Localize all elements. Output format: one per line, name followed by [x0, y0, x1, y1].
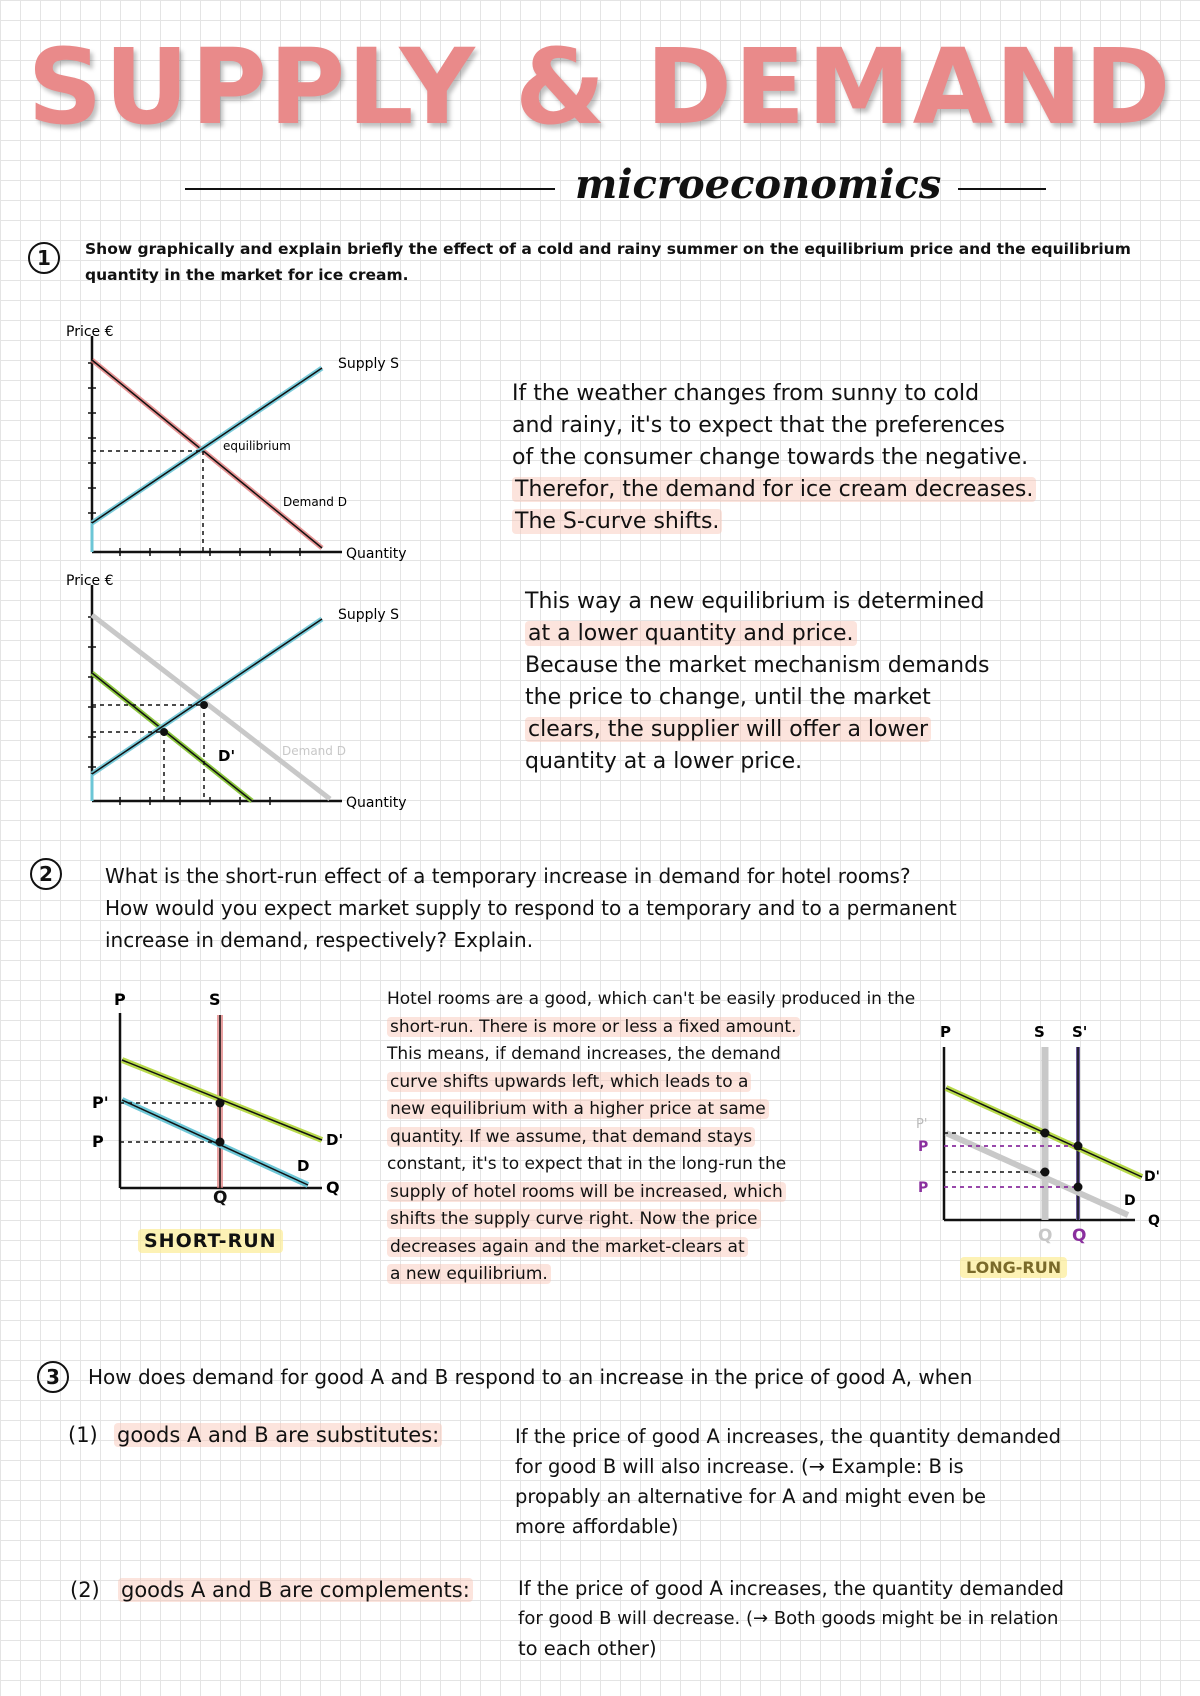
q1-answer-1: [512, 378, 1112, 538]
graph1-supply-label: Supply S: [338, 356, 400, 372]
q1-answer-1-line: and rainy, it's to expect that the preferences: [512, 413, 1005, 438]
q2-answer-line: [387, 1069, 947, 1097]
sr-p-label: P: [92, 1132, 104, 1151]
graph2-x-label: Quantity: [346, 795, 407, 811]
q2-answer-line: [387, 1096, 947, 1124]
q2-answer-line: [387, 1261, 947, 1289]
sr-caption-text: SHORT-RUN: [138, 1229, 283, 1253]
q1-answer-2-line: This way a new equilibrium is determined: [525, 589, 985, 614]
graph1-demand-label: Demand D: [283, 495, 347, 509]
graph1-demand-curve: [92, 360, 322, 548]
q1-answer-2: [525, 586, 1105, 778]
q1-answer-2-line: [525, 618, 1105, 650]
q2-answer-highlight: curve shifts upwards left, which leads to a: [387, 1072, 751, 1092]
lr-p-label: P: [918, 1139, 929, 1155]
lr-p-label-2: P: [918, 1180, 929, 1196]
q1-answer-2-highlight: at a lower quantity and price.: [525, 621, 857, 646]
lr-q-label-1: Q: [1038, 1226, 1053, 1246]
long-run-graph: [910, 1015, 1165, 1229]
q2-answer-line: This means, if demand increases, the demand: [387, 1044, 781, 1064]
graph2-new-equilibrium-point: [160, 728, 168, 736]
sr-p-prime-label: P': [92, 1093, 109, 1112]
graph2-new-demand-curve: [92, 673, 252, 801]
q3-part1-answer-line: propably an alternative for A and might even be: [515, 1485, 986, 1508]
graph2-old-demand-label: Demand D: [282, 744, 346, 758]
q3-part1-answer-line: If the price of good A increases, the quantity demanded: [515, 1425, 1061, 1448]
subtitle-rule-left: [185, 188, 555, 190]
q2-answer-line: [387, 1014, 947, 1042]
lr-d-label: D: [1124, 1193, 1136, 1209]
q2-answer-highlight: shifts the supply curve right. Now the price: [387, 1209, 761, 1229]
sr-d-prime-label: D': [326, 1131, 344, 1149]
graph2-supply-label: Supply S: [338, 607, 400, 623]
q3-part2-answer-line: If the price of good A increases, the quantity demanded: [518, 1577, 1064, 1600]
q3-part1-answer: [515, 1422, 1165, 1542]
sr-q-axis-label: Q: [326, 1178, 340, 1197]
lr-equilibrium-1: [1041, 1129, 1050, 1138]
q3-part1-answer-line: more affordable): [515, 1515, 679, 1538]
q1-answer-2-line: Because the market mechanism demands: [525, 653, 990, 678]
q1-answer-1-line: If the weather changes from sunny to cold: [512, 381, 980, 406]
lr-demand-curve: [946, 1133, 1128, 1215]
sr-q-label: Q: [213, 1188, 228, 1208]
sr-p-axis-label: P: [114, 990, 126, 1009]
lr-s-prime-label: S': [1072, 1023, 1088, 1041]
q2-answer-highlight: new equilibrium with a higher price at same: [387, 1099, 769, 1119]
q2-answer-line: [387, 1206, 947, 1234]
graph2-new-demand-label: D': [218, 747, 236, 765]
question-2-line-3: increase in demand, respectively? Explain.: [105, 928, 534, 952]
page-title: SUPPLY & DEMAND: [27, 26, 1173, 148]
question-2-line-2: How would you expect market supply to respond to a temporary and to a permanent: [105, 896, 957, 920]
lr-equilibrium-3: [1041, 1168, 1050, 1177]
sr-old-equilibrium: [216, 1138, 225, 1147]
lr-p-axis-label: P: [940, 1023, 951, 1041]
q1-answer-2-line: the price to change, until the market: [525, 685, 931, 710]
q3-part2-label: (2): [70, 1578, 100, 1602]
graph1-y-label: Price €: [66, 324, 114, 340]
lr-caption-text: LONG-RUN: [960, 1257, 1067, 1278]
graph1-x-label: Quantity: [346, 546, 407, 562]
lr-p-prime-label: P': [916, 1117, 928, 1132]
q3-part2-prompt: [118, 1575, 473, 1605]
lr-equilibrium-4: [1074, 1183, 1083, 1192]
short-run-graph: [82, 985, 372, 1197]
question-2-number: 2: [30, 858, 62, 890]
question-1-line-1: Show graphically and explain briefly the effect of a cold and rainy summer on the equilibrium price and the equilibrium: [85, 240, 1131, 258]
q2-answer-highlight: supply of hotel rooms will be increased, which: [387, 1182, 786, 1202]
q1-graph-2: [60, 567, 430, 817]
q2-answer-highlight: a new equilibrium.: [387, 1264, 551, 1284]
q1-answer-1-line: of the consumer change towards the negative.: [512, 445, 1029, 470]
q2-answer-line: Hotel rooms are a good, which can't be easily produced in the: [387, 989, 916, 1009]
q3-part2-prompt-text: goods A and B are complements:: [118, 1578, 473, 1602]
question-3-number: 3: [37, 1361, 69, 1393]
question-1-text: [85, 236, 1155, 288]
q2-answer-line: [387, 1179, 947, 1207]
question-1-line-2: quantity in the market for ice cream.: [85, 266, 409, 284]
sr-caption: [138, 1230, 283, 1252]
question-3-text: How does demand for good A and B respond to an increase in the price of good A, when: [88, 1365, 973, 1389]
q1-answer-1-line: [512, 474, 1112, 506]
q1-answer-1-line: [512, 506, 1112, 538]
q3-part2-answer-line: to each other): [518, 1637, 657, 1660]
q1-answer-1-highlight: The S-curve shifts.: [512, 509, 722, 534]
q3-part1-answer-line: for good B will also increase. (→ Example: B is: [515, 1455, 964, 1478]
q3-part1-label: (1): [68, 1423, 98, 1447]
q2-answer-line: constant, it's to expect that in the long-run the: [387, 1154, 787, 1174]
sr-d-label: D: [297, 1157, 310, 1175]
sr-new-equilibrium: [216, 1099, 225, 1108]
q3-part1-prompt-text: goods A and B are substitutes:: [114, 1423, 442, 1447]
q2-answer-line: [387, 1234, 947, 1262]
q3-part2-answer-line: for good B will decrease. (→ Both goods might be in relation: [518, 1608, 1059, 1629]
lr-q-axis-label: Q: [1148, 1213, 1160, 1229]
q2-answer-highlight: decreases again and the market-clears at: [387, 1237, 748, 1257]
q2-answer-highlight: short-run. There is more or less a fixed amount.: [387, 1017, 800, 1037]
question-2-line-1: What is the short-run effect of a temporary increase in demand for hotel rooms?: [105, 864, 911, 888]
subtitle-rule-right: [958, 188, 1046, 190]
q1-answer-2-line: [525, 714, 1105, 746]
question-1-number: 1: [28, 242, 60, 274]
lr-d-prime-label: D': [1144, 1169, 1160, 1185]
q1-graph-1: [60, 318, 430, 563]
lr-caption: [960, 1258, 1067, 1277]
q3-part2-answer: [518, 1574, 1168, 1664]
q3-part1-prompt: [114, 1420, 442, 1450]
page-subtitle: microeconomics: [575, 161, 942, 208]
graph2-y-label: Price €: [66, 573, 114, 589]
lr-q-label-2: Q: [1072, 1226, 1087, 1246]
sr-s-label: S: [209, 990, 221, 1009]
q1-answer-1-highlight: Therefor, the demand for ice cream decreases.: [512, 477, 1036, 502]
lr-s-label: S: [1034, 1023, 1045, 1041]
graph1-equilibrium-label: equilibrium: [223, 439, 291, 453]
q1-answer-2-line: quantity at a lower price.: [525, 749, 803, 774]
graph2-old-equilibrium-point: [200, 701, 208, 709]
q1-answer-2-highlight: clears, the supplier will offer a lower: [525, 717, 931, 742]
q2-answer-highlight: quantity. If we assume, that demand stays: [387, 1127, 755, 1147]
q2-answer-line: [387, 1124, 947, 1152]
question-2-text: [105, 860, 1165, 956]
q2-answer: [387, 986, 947, 1289]
sr-demand-curve: [122, 1100, 308, 1185]
lr-equilibrium-2: [1074, 1142, 1083, 1151]
